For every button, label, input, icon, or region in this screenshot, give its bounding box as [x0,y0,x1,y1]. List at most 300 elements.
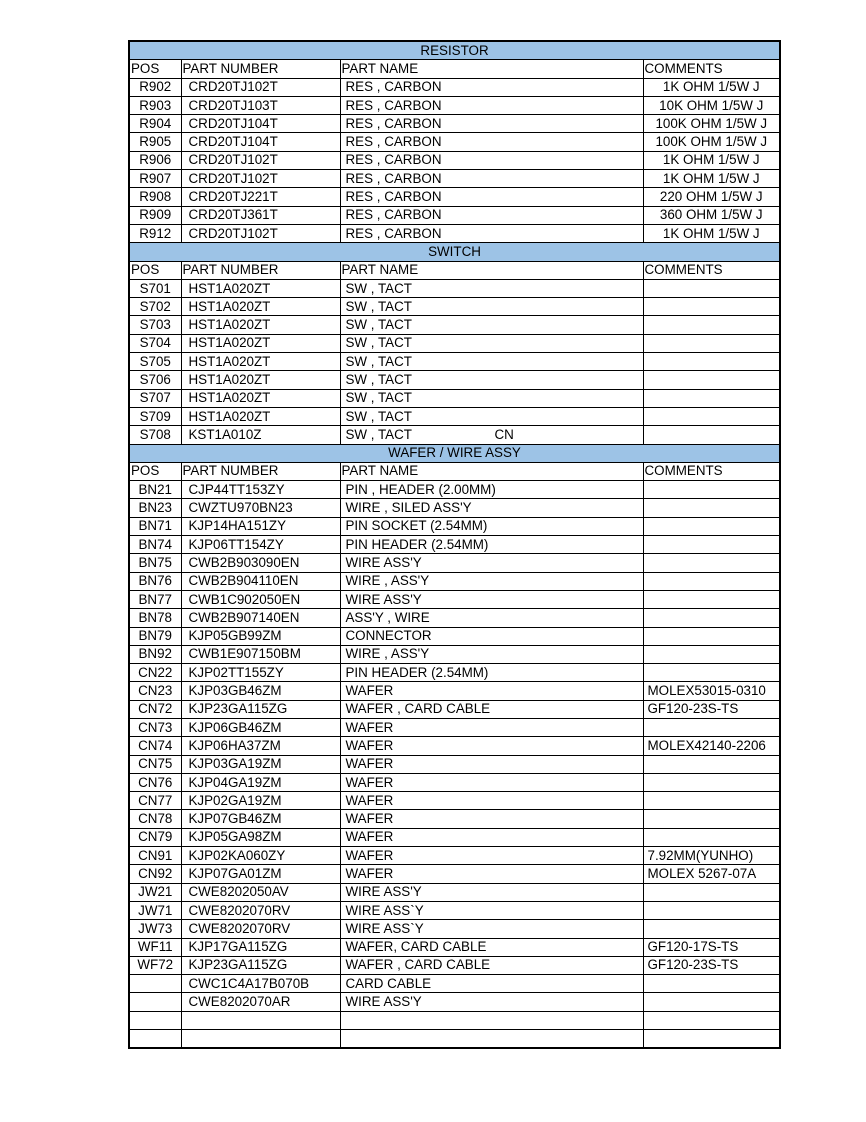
table-row [129,1011,780,1029]
cell-pos-text: R908 [139,189,172,205]
cell-part-number-text: HST1A020ZT [188,371,271,387]
cell-part-name-text: RES , CARBON [345,225,442,241]
table-row [129,792,780,810]
table-row [129,371,780,389]
cell-comments [643,353,780,371]
cell-part-name [340,353,643,371]
cell-part-number-text: HST1A020ZT [188,298,271,314]
cell-part-number [181,755,340,773]
table-row [129,938,780,956]
cell-part-name [340,481,643,499]
cell-pos [129,536,181,554]
table-row [129,353,780,371]
cell-part-number-text: HST1A020ZT [188,317,271,333]
cell-comments-text: 360 OHM 1/5W J [659,207,763,223]
cell-part-number-text: HST1A020ZT [188,353,271,369]
cell-part-name-text: RES , CARBON [345,79,442,95]
cell-part-number [181,298,340,316]
cell-part-name-text: SW , TACT [345,408,412,424]
cell-comments [643,975,780,993]
cell-comments-text: 7.92MM(YUNHO) [647,847,754,863]
cell-part-number-text: KJP03GA19ZM [188,756,282,772]
cell-pos [129,78,181,96]
cell-part-number-text: KJP14HA151ZY [188,518,287,534]
cell-part-number [181,334,340,352]
cell-part-number [181,389,340,407]
cell-comments [643,279,780,297]
cell-pos [129,151,181,169]
cell-pos-text: WF11 [137,939,173,955]
cell-pos-text: BN79 [138,628,172,644]
cell-pos [129,170,181,188]
header-pos: POS [129,60,181,78]
cell-part-name [340,170,643,188]
cell-pos-text: S704 [139,335,171,351]
cell-pos-text: S708 [139,426,171,442]
cell-pos [129,1030,181,1049]
cell-part-number-text: CWB1C902050EN [188,591,301,607]
header-comments: COMMENTS [643,261,780,279]
cell-comments [643,755,780,773]
cell-comments-text: 1K OHM 1/5W J [662,225,760,241]
cell-pos-text: CN76 [138,774,173,790]
cell-part-number [181,737,340,755]
cell-part-name [340,78,643,96]
cell-pos [129,865,181,883]
cell-part-name-text: ASS'Y , WIRE [345,609,430,625]
cell-pos [129,901,181,919]
table-row [129,334,780,352]
parts-table [128,40,781,1049]
cell-pos-text: S706 [139,371,171,387]
cell-pos [129,481,181,499]
table-row [129,590,780,608]
parts-list-sheet [128,40,781,1049]
cell-part-name-text: WAFER, CARD CABLE [345,939,487,955]
cell-part-number [181,170,340,188]
cell-comments-text: GF120-23S-TS [647,701,739,717]
cell-part-name-text: RES , CARBON [345,152,442,168]
cell-pos [129,206,181,224]
cell-part-name-text: PIN HEADER (2.54MM) [345,664,489,680]
cell-pos [129,96,181,114]
cell-part-name-text: WIRE ASS'Y [345,591,422,607]
cell-pos-text: CN79 [138,829,173,845]
cell-part-name [340,682,643,700]
cell-part-number [181,279,340,297]
cell-part-name [340,499,643,517]
cell-comments [643,773,780,791]
cell-part-name [340,554,643,572]
section-title: WAFER / WIRE ASSY [129,444,780,462]
cell-part-number-text: KJP07GA01ZM [188,866,282,881]
cell-part-number-text: KJP17GA115ZG [188,939,288,955]
table-row [129,956,780,974]
cell-part-name-text: CONNECTOR [345,628,432,644]
cell-part-name [340,572,643,590]
cell-part-number [181,847,340,865]
cell-part-name [340,865,643,883]
cell-pos [129,920,181,938]
cell-part-name-text: SW , TACT [345,353,412,369]
cell-part-number [181,554,340,572]
cell-comments [643,481,780,499]
table-row [129,975,780,993]
cell-pos-text: S701 [139,280,171,296]
cell-comments [643,407,780,425]
cell-comments [643,334,780,352]
cell-part-number-text: KST1A010Z [188,426,262,442]
cell-comments [643,828,780,846]
cell-pos [129,975,181,993]
table-row [129,828,780,846]
table-row [129,78,780,96]
cell-part-name-text: SW , TACT [345,317,412,333]
cell-part-number-text: KJP06TT154ZY [188,536,284,552]
cell-part-name-text: WAFER [345,756,394,772]
cell-part-number-text: KJP02GA19ZM [188,792,282,808]
cell-part-name [340,590,643,608]
cell-comments [643,206,780,224]
table-row [129,499,780,517]
cell-part-name-text: RES , CARBON [345,134,442,150]
cell-part-name [340,316,643,334]
cell-comments [643,389,780,407]
cell-comments [643,847,780,865]
cell-part-number [181,773,340,791]
cell-part-name-text: SW , TACT [345,390,412,406]
cell-pos [129,847,181,865]
cell-part-number-text: KJP04GA19ZM [188,774,282,790]
table-row [129,407,780,425]
cell-pos-text: R902 [139,79,172,95]
cell-pos-text: BN71 [138,518,172,534]
cell-comments [643,737,780,755]
cell-pos-text: R903 [139,97,172,113]
cell-pos [129,700,181,718]
cell-comments [643,883,780,901]
cell-pos [129,371,181,389]
cell-part-name-text: WAFER [345,829,394,845]
cell-pos-text: JW73 [138,920,173,936]
cell-part-number [181,901,340,919]
cell-pos [129,609,181,627]
cell-part-name [340,664,643,682]
table-row [129,170,780,188]
cell-comments [643,371,780,389]
cell-part-number [181,133,340,151]
cell-part-name [340,718,643,736]
table-row [129,536,780,554]
cell-pos-text: S703 [139,317,171,333]
table-row [129,847,780,865]
cell-part-name-text: WAFER [345,866,394,881]
cell-part-number [181,865,340,883]
cell-comments [643,517,780,535]
cell-pos [129,737,181,755]
cell-part-name-text: SW , TACT [345,280,412,296]
cell-part-name-text: WIRE , ASS'Y [345,573,430,589]
cell-pos [129,554,181,572]
cell-pos [129,298,181,316]
cell-part-name [340,1030,643,1049]
cell-part-number [181,993,340,1011]
header-comments: COMMENTS [643,60,780,78]
cell-part-number-text: CRD20TJ221T [188,189,278,205]
cell-part-number-text: CWE8202070RV [188,902,291,918]
cell-part-number [181,975,340,993]
cell-pos [129,810,181,828]
cell-pos-text: S707 [139,390,171,406]
cell-comments [643,993,780,1011]
cell-pos-text: CN74 [138,737,173,753]
cell-pos-text: CN73 [138,719,173,735]
cell-part-number-text: HST1A020ZT [188,280,271,296]
table-row [129,115,780,133]
cell-part-number-text: CRD20TJ102T [188,170,278,186]
cell-pos [129,353,181,371]
section-title-row [129,41,780,60]
cell-pos-text: CN78 [138,811,173,827]
cell-part-number-text: CRD20TJ102T [188,152,278,168]
cell-comments [643,682,780,700]
cell-pos [129,938,181,956]
cell-comments-text: MOLEX 5267-07A [647,866,757,881]
cell-part-number [181,572,340,590]
cell-part-name-text: WAFER [345,719,394,735]
cell-part-name-text: WIRE , ASS'Y [345,646,430,662]
cell-comments [643,499,780,517]
cell-part-name [340,389,643,407]
cell-part-number [181,938,340,956]
cell-part-number-text: KJP02TT155ZY [188,664,284,680]
cell-part-name-text: RES , CARBON [345,115,442,131]
cell-comments [643,920,780,938]
cell-pos-text: BN75 [138,554,172,570]
cell-part-name-text: SW , TACT [345,335,412,351]
table-row [129,718,780,736]
cell-pos [129,792,181,810]
cell-part-number-text: KJP05GA98ZM [188,829,282,845]
cell-pos [129,645,181,663]
cell-pos [129,664,181,682]
cell-part-name [340,133,643,151]
column-header-row [129,462,780,480]
cell-pos [129,517,181,535]
cell-comments [643,170,780,188]
cell-comments [643,865,780,883]
header-part-name: PART NAME [340,462,643,480]
cell-part-name-text: WAFER [345,792,394,808]
table-row [129,682,780,700]
table-row [129,755,780,773]
cell-part-number [181,188,340,206]
cell-part-number-text: CWC1C4A17B070B [188,975,310,991]
cell-part-name [340,407,643,425]
cell-part-number-text: KJP23GA115ZG [188,701,288,717]
cell-part-name-text: SW , TACT [345,426,412,442]
cell-part-number-text: CWB2B904110EN [188,573,299,589]
cell-part-number [181,353,340,371]
cell-part-name-text: WIRE ASS'Y [345,884,422,900]
cell-part-name [340,755,643,773]
section-title: RESISTOR [129,41,780,60]
cell-comments [643,901,780,919]
cell-part-name [340,773,643,791]
cell-comments [643,572,780,590]
table-row [129,298,780,316]
cell-part-name [340,151,643,169]
cell-pos-text: CN22 [138,664,173,680]
cell-pos-text: CN23 [138,683,173,699]
cell-pos-text: BN74 [138,536,172,552]
cell-pos-text: JW21 [138,884,173,900]
cell-part-name [340,920,643,938]
cell-part-name-text: WIRE ASS`Y [345,902,424,918]
cell-comments [643,609,780,627]
cell-pos [129,389,181,407]
cell-comments-text: GF120-17S-TS [647,939,739,955]
cell-comments [643,590,780,608]
table-row [129,1030,780,1049]
cell-part-number [181,206,340,224]
table-row [129,883,780,901]
cell-pos-text: R905 [139,134,172,150]
table-row [129,645,780,663]
cell-part-number [181,481,340,499]
cell-comments [643,536,780,554]
cell-part-name [340,792,643,810]
cell-pos [129,334,181,352]
table-row [129,627,780,645]
cell-comments-text: 1K OHM 1/5W J [662,79,760,95]
cell-part-number-text: CRD20TJ104T [188,134,278,150]
cell-comments [643,96,780,114]
cell-part-number-text: HST1A020ZT [188,335,271,351]
cell-comments [643,1011,780,1029]
cell-pos-text: R904 [139,115,172,131]
cell-part-number [181,1011,340,1029]
cell-part-number-text: CRD20TJ361T [188,207,278,223]
cell-pos [129,627,181,645]
section-title-row [129,444,780,462]
cell-pos [129,590,181,608]
cell-pos [129,828,181,846]
cell-pos-text: R906 [139,152,172,168]
cell-part-name-text: WAFER , CARD CABLE [345,701,491,717]
cell-pos [129,718,181,736]
table-row [129,426,780,444]
cell-comments [643,554,780,572]
cell-part-number [181,682,340,700]
cell-pos [129,316,181,334]
cell-pos [129,279,181,297]
cell-comments [643,78,780,96]
cell-part-number-text: KJP05GB99ZM [188,628,282,644]
cell-part-number [181,536,340,554]
cell-part-name-text: WIRE ASS`Y [345,920,424,936]
cell-part-number [181,115,340,133]
cell-pos-text: R907 [139,170,172,186]
cell-pos [129,755,181,773]
cell-comments-text: GF120-23S-TS [647,957,739,973]
cell-comments-text: 1K OHM 1/5W J [662,170,760,186]
cell-part-name [340,426,643,444]
cell-part-number-text: KJP23GA115ZG [188,957,288,973]
cell-part-name [340,224,643,242]
table-row [129,700,780,718]
cell-part-name [340,737,643,755]
cell-comments [643,627,780,645]
cell-pos [129,188,181,206]
cell-comments [643,792,780,810]
cell-pos [129,1011,181,1029]
cell-comments-text: 100K OHM 1/5W J [655,134,768,150]
cell-part-number-text: CWB2B907140EN [188,609,300,625]
table-row [129,993,780,1011]
cell-comments-text: 1K OHM 1/5W J [662,152,760,168]
cell-part-name [340,901,643,919]
table-row [129,389,780,407]
cell-comments [643,700,780,718]
cell-part-name-text: RES , CARBON [345,170,442,186]
cell-pos-text: JW71 [138,902,173,918]
cell-comments [643,810,780,828]
cell-pos-text: CN91 [138,847,173,863]
cell-comments [643,426,780,444]
cell-part-number [181,517,340,535]
header-pos: POS [129,462,181,480]
cell-part-name-text: WAFER [345,774,394,790]
cell-part-name [340,536,643,554]
cell-pos [129,773,181,791]
cell-part-name-text: CARD CABLE [345,975,432,991]
cell-part-number [181,1030,340,1049]
cell-comments [643,316,780,334]
cell-comments [643,115,780,133]
section-title-row [129,243,780,261]
cell-comments [643,133,780,151]
cell-part-number-text: KJP06GB46ZM [188,719,282,735]
parts-table-body [129,41,780,1048]
cell-part-name-text: PIN HEADER (2.54MM) [345,536,489,552]
cell-part-name-text: WAFER [345,737,394,753]
cell-pos-text: CN77 [138,792,173,808]
cell-part-name [340,96,643,114]
cell-part-name-text: SW , TACT [345,371,412,387]
cell-part-number [181,78,340,96]
cell-part-name-text: PIN SOCKET (2.54MM) [345,518,488,534]
cell-pos [129,115,181,133]
cell-part-number [181,810,340,828]
cell-comments [643,224,780,242]
table-row [129,901,780,919]
cell-part-name [340,517,643,535]
cell-part-number-text: CJP44TT153ZY [188,481,285,497]
cell-part-name [340,627,643,645]
cell-part-name [340,188,643,206]
cell-pos [129,499,181,517]
cell-part-number-text: KJP03GB46ZM [188,683,282,699]
cell-pos-text: BN78 [138,609,172,625]
header-comments: COMMENTS [643,462,780,480]
cell-part-name-text: WIRE ASS'Y [345,554,422,570]
cell-part-name [340,975,643,993]
cell-part-name [340,334,643,352]
cell-part-number-text: CRD20TJ104T [188,115,278,131]
section-title: SWITCH [129,243,780,261]
cell-pos-text: CN72 [138,701,173,717]
